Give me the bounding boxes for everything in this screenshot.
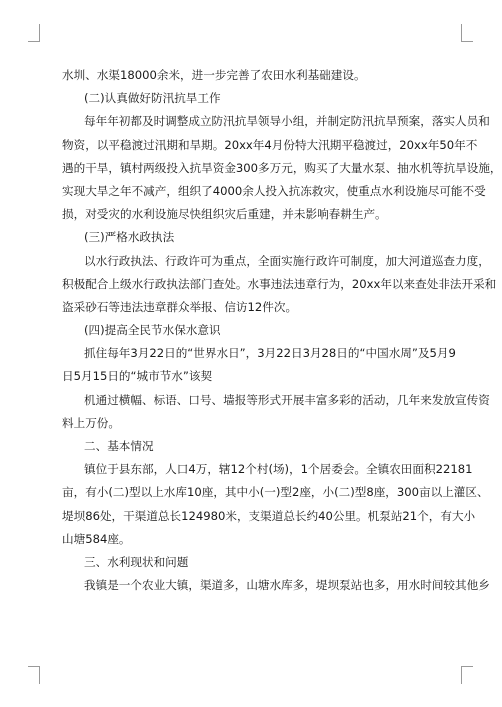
paragraph-line: 料上万份。 [62,415,120,430]
page-corner-mark-top-left [28,24,40,42]
paragraph-line: 以水行政执法、行政许可为重点，全面实施行政许可制度，加大河道巡查力度， [84,253,490,268]
document-body [62,64,502,597]
section-heading: 三、水利现状和问题 [84,554,189,569]
paragraph-line: 堤坝86处，干渠道总长124980米，支渠道总长约40公里。机泵站21个，有大小 [62,508,476,523]
paragraph-line: 抓住每年3月22日的“世界水日”，3月22日3月28日的“中国水周”及5月9 [84,346,456,361]
paragraph-line: 盗采砂石等违法违章群众举报、信访12件次。 [62,299,298,314]
page-corner-mark-bottom-left [28,666,40,684]
section-heading: (四)提高全民节水保水意识 [84,323,221,338]
paragraph-line: 山塘584座。 [62,531,131,546]
paragraph-line: 每年年初都及时调整成立防汛抗旱领导小组，并制定防汛抗旱预案，落实人员和 [84,114,490,129]
section-heading: (二)认真做好防汛抗旱工作 [84,91,221,106]
paragraph-line: 日5月15日的“城市节水”该契 [62,369,213,384]
paragraph-line: 物资，以平稳渡过汛期和旱期。20xx年4月份特大汛期平稳渡过，20xx年50年不 [62,137,478,152]
paragraph-line: 我镇是一个农业大镇，渠道多，山塘水库多，堤坝泵站也多，用水时间较其他乡 [84,578,490,593]
page-corner-mark-bottom-right [461,666,473,684]
paragraph-line: 实现大旱之年不减产，组织了4000余人投入抗冻救灾，使重点水利设施尽可能不受 [62,183,486,198]
page-corner-mark-top-right [461,24,473,42]
paragraph-line: 积极配合上级水行政执法部门查处。水事违法违章行为，20xx年以来查处非法开采和 [62,276,497,291]
section-heading: (三)严格水政执法 [84,230,175,245]
section-heading: 二、基本情况 [84,439,154,453]
paragraph-line: 损，对受灾的水利设施尽快组织灾后重建，并未影响春耕生产。 [62,207,387,222]
paragraph-line: 遇的干旱，镇村两级投入抗旱资金300多万元，购买了大量水泵、抽水机等抗旱设施， [62,160,502,175]
paragraph-line: 亩，有小(二)型以上水库10座，其中小(一)型2座，小(二)型8座，300亩以上灌区、 [62,485,489,500]
paragraph-line: 机通过横幅、标语、口号、墙报等形式开展丰富多彩的活动，几年来发放宣传资 [84,392,490,407]
paragraph-line: 镇位于县东部，人口4万，辖12个村(场)，1个居委会。全镇农田面积22181 [84,462,473,477]
paragraph-line: 水圳、水渠18000余米，进一步完善了农田水利基础建设。 [62,68,366,82]
